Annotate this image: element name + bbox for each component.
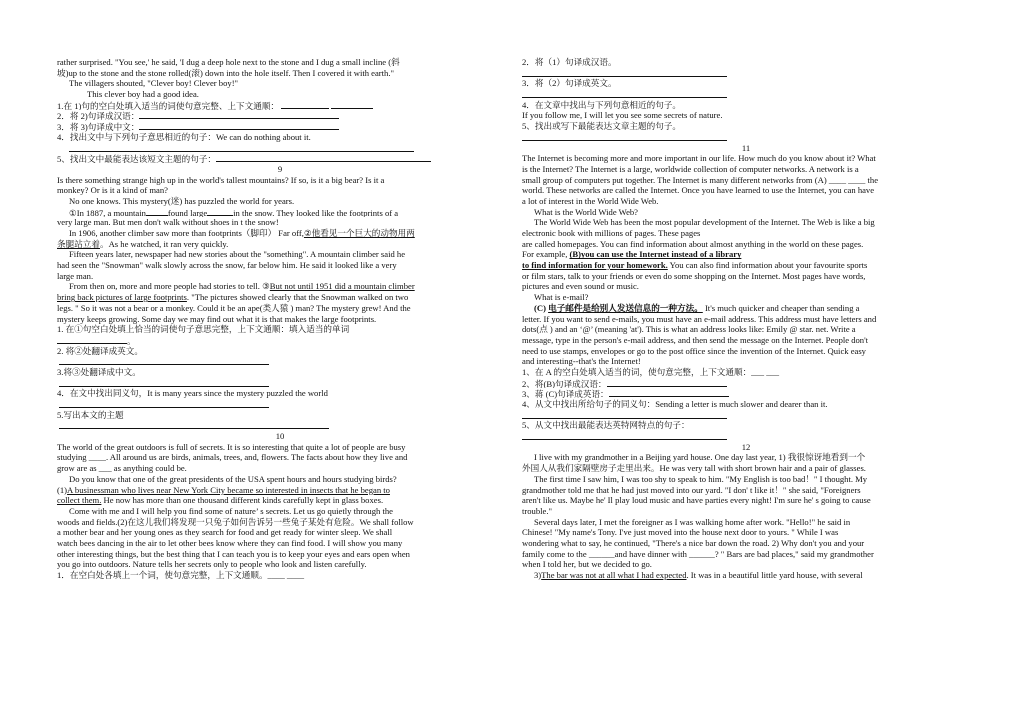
answer-line[interactable] <box>57 356 503 367</box>
text-line: when I told her, but we decided to go. <box>522 559 652 570</box>
section-number: 10 <box>275 431 285 442</box>
text-line: large man. <box>57 270 94 281</box>
text-line: a lot of interest in the World Wide Web. <box>522 195 659 206</box>
question-1: 1、在 A 的空白处填入适当的词，使句意完整，上下文通顺：___ ___ <box>522 366 780 377</box>
question-5: 5、找出文中最能表达该短文主题的句子： <box>57 153 503 164</box>
text-line: 外国人从我们家隔壁房子走里出来。He was very tall with short brown hair and a pair of glasses. <box>522 463 866 474</box>
answer-line[interactable] <box>57 378 503 389</box>
question-3: 3、蒋 (C)句译成英语： <box>522 388 970 399</box>
question-3: 3．将 3)句译成中文： <box>57 121 503 132</box>
text-line: bring back pictures of large footprints. "The pictures showed clearly that the Snowman walked on two <box>57 292 409 303</box>
text-line: The first time I saw him, I was too shy to speak to him. "My English is too bad！" I thought. My <box>534 473 868 484</box>
text-line: No one knows. This mystery(迷) has puzzled the world for years. <box>69 195 295 206</box>
text-line: In 1906, another climber saw more than footprints（脚印） Far off,②他看见一个巨大的动物用两 <box>69 228 415 238</box>
text-line: and interesting--that's the Internet! <box>522 356 641 367</box>
answer-line[interactable] <box>522 410 970 421</box>
text-line: aren't like us. Maybe he' Il play loud music and have parties every night! I'm sure he' s going to cause <box>522 495 871 506</box>
text-line: need to use stamps, envelopes or go to the post office since the invention of the Internet. Quick easy <box>522 345 866 356</box>
question-1: 1．在空白处各填上一个词，使句意完整，上下文通顺。____ ____ <box>57 570 305 580</box>
question-3: 3.将③处翻译成中文。 <box>57 366 141 377</box>
answer-line[interactable] <box>522 68 970 79</box>
answer-line[interactable]: 。 <box>57 335 503 346</box>
text-line: legs. " So it was not a bear or a monkey. Could it be an ape(类人猿 ) man? The mystery grew! And the <box>57 302 411 313</box>
text-line: is the Internet? The Internet is a large, worldwide collection of computer networks. A network is a <box>522 163 859 174</box>
text-line: Come with me and I will help you find some of nature’ s secrets. Let us go quietly through the <box>69 505 393 516</box>
answer-line[interactable] <box>522 431 970 442</box>
text-line: trouble." <box>522 505 552 516</box>
text-line: studying ____. All around us are birds, animals, trees, and, flowers. The facts about how they live and <box>57 452 408 463</box>
answer-line[interactable] <box>522 89 970 100</box>
answer-blank[interactable] <box>139 121 339 130</box>
question-2: 2．将 2)句译成汉语： <box>57 110 503 121</box>
question-4: 4．找出文中与下列句子意思相近的句子：We can do nothing about it. <box>57 131 311 142</box>
text-line: (1)A businessman who lives near New York City became so interested in insects that he began to <box>57 484 390 495</box>
text-line: Chinese! "My name's Tony. I've just moved into the house next door to yours. " While I was <box>522 527 839 538</box>
answer-blank[interactable] <box>609 388 729 397</box>
text-line: Do you know that one of the great presidents of the USA spent hours and hours studying birds? <box>69 473 397 484</box>
answer-blank[interactable] <box>281 100 329 109</box>
text-line: The villagers shouted, "Clever boy! Clever boy!" <box>69 78 239 89</box>
text-line: What is the World Wide Web? <box>534 206 638 217</box>
text-line: to find information for your homework. You can also find information about your favourite sports <box>522 260 868 271</box>
question-2: 2. 将②处翻译成英文。 <box>57 345 143 356</box>
text-line: (C) 电子邮件是给别人发送信息的一种方法。 It's much quicker and cheaper than sending a <box>534 302 860 313</box>
answer-blank[interactable] <box>207 207 233 216</box>
section-number: 12 <box>741 441 751 452</box>
answer-line[interactable] <box>57 143 503 154</box>
text-line: watch bees dancing in the air to let other bees know where they can find food. I will show you many <box>57 537 403 548</box>
question-5: 5、从文中找出最能表达英特网特点的句子： <box>522 420 690 431</box>
question-1: 1. 在①句空白处填上恰当的词使句子意思完整，上下文通顺：填入适当的单词 <box>57 324 350 335</box>
text-line: woods and fields.(2)在这儿我们将发现一只兔子如何告诉另一些兔子某处有危险。We shall follow <box>57 516 414 527</box>
text-line: The world of the great outdoors is full of secrets. It is so interesting that quite a lot of people are busy <box>57 441 406 452</box>
text-line: or film stars, talk to your friends or even do some shopping on the Internet. Most pages have words, <box>522 270 866 281</box>
section-number: 9 <box>277 163 283 174</box>
text-line: What is e-mail? <box>534 292 589 303</box>
question-4: 4．在文中找出同义句，It is many years since the mystery puzzled the world <box>57 388 328 399</box>
question-2: 2．将（1）句译成汉语。 <box>522 57 617 67</box>
text-line: other interesting things, but the best thing that I can teach you is to keep your eyes and ears open when <box>57 548 410 559</box>
text-line: family come to the ______and have dinner with ______? " Bars are bad places," said my grandmother <box>522 548 874 559</box>
text-line: I live with my grandmother in a Beijing yard house. One day last year, 1) 我很惊讶地看到一个 <box>534 452 866 463</box>
text-line: If you follow me, I will let you see some secrets of nature. <box>522 110 723 121</box>
question-5: 5.写出本文的主题 <box>57 409 124 420</box>
text-line: 条腿站立着。As he watched, it ran very quickly. <box>57 238 229 249</box>
text-line: you go into outdoors. Nature tells her secrets only to people who look and listen carefully. <box>57 559 367 570</box>
text-line: letter. If you want to send e-mails, you must have an e-mail address. This address must have letters and <box>522 313 877 324</box>
text-line: Fifteen years later, newspaper had new stories about the "something". A mountain climber said he <box>69 249 406 260</box>
text-line: 坡)up to the stone and the stone rolled(滚) down into the hole itself. Then I covered it with earth." <box>57 67 394 78</box>
text-line: Is there something strange high up in the world's tallest mountains? If so, is it a big bear? Is it a <box>57 174 385 185</box>
text-line: ①In 1887, a mountain found large in the snow. They looked like the footprints of a <box>69 207 399 218</box>
text-line: grandmother told me that he had just moved into our yard. "I don' t like it！" she said, "Foreigners <box>522 484 861 495</box>
question-2: 2、将(B)句译成汉语： <box>522 378 970 389</box>
text-line: had seen the "Snowman" walk slowly across the snow, far below him. He said it looked like a very <box>57 260 397 271</box>
text-line: grow are as ___ as anything could be. <box>57 463 187 474</box>
text-line: 3)The bar was not at all what I had expected. It was in a beautiful little yard house, with several <box>534 570 863 580</box>
answer-blank[interactable] <box>331 100 373 109</box>
text-line: world. These networks are called the Internet. Once you have learned to use the Internet, you can have <box>522 185 875 196</box>
answer-blank[interactable] <box>146 207 168 216</box>
text-line: pictures and even sound or music. <box>522 281 639 292</box>
answer-line[interactable] <box>522 132 970 143</box>
question-4: 4、从文中找出所给句子的同义句：Sending a letter is much slower and dearer than it. <box>522 399 828 409</box>
answer-blank[interactable] <box>216 153 431 162</box>
answer-blank[interactable] <box>139 110 339 119</box>
text-line: small group of computers put together. The Internet is many different networks from (A) ____ ____ the <box>522 174 879 185</box>
text-line: a mother bear and her young ones as they search for food and get ready for winter sleep. We shall <box>57 527 393 538</box>
text-line: The World Wide Web has been the most popular development of the Internet. The Web is like a big <box>534 217 875 228</box>
text-line: collect them. He now has more than one thousand different kinds carefully kept in glass boxes. <box>57 495 384 506</box>
right-column <box>522 57 970 685</box>
left-column <box>57 57 503 685</box>
text-line: electronic book with millions of pages. These pages <box>522 228 701 238</box>
text-line: mystery keeps growing. Some day we may find out what it is that makes the large footprints. <box>57 313 377 324</box>
text-line: dots(点 ) and an ‘@’ (meaning 'at'). This is what an address looks like: Emily @ star. net. Write a <box>522 324 856 335</box>
text-line: From then on, more and more people had stories to tell. ③But not until 1951 did a mountain climber <box>69 281 415 292</box>
text-line: Several days later, I met the foreigner as I was walking home after work. "Hello!" he said in <box>534 516 851 527</box>
text-line: monkey? Or is it a kind of man? <box>57 185 168 196</box>
text-line: are called homepages. You can find information about almost anything in the world on these pages. <box>522 238 864 249</box>
question-5: 5、找出或写下最能表达文章主题的句子。 <box>522 121 681 132</box>
answer-blank[interactable] <box>607 378 727 387</box>
text-line: wondering what to say, he continued, "There's a nice bar down the road. 2) Why don't you and your <box>522 537 865 548</box>
text-line: rather surprised. "You see,' he said, 'I dug a deep hole next to the stone and I dug a small incline (斜 <box>57 57 400 67</box>
text-line: The Internet is becoming more and more important in our life. How much do you know about it? What <box>522 153 876 164</box>
section-number: 11 <box>741 142 751 153</box>
question-1: 1.在 1)句的空白处填入适当的词使句意完整、上下文通顺： <box>57 100 503 111</box>
text-line: This clever boy had a good idea. <box>87 89 199 100</box>
text-line: message, type in the person's e-mail address, and then send the message on the Internet. People don't <box>522 334 869 345</box>
text-line: very large man. But men don't walk without shoes in t the snow! <box>57 217 279 228</box>
answer-line[interactable] <box>57 399 503 410</box>
answer-line[interactable] <box>57 420 503 431</box>
question-3: 3．将（2）句译成英文。 <box>522 78 617 89</box>
question-4: 4．在文章中找出与下列句意相近的句子。 <box>522 99 681 110</box>
text-line: For example, (B)you can use the Internet instead of a library <box>522 249 742 260</box>
